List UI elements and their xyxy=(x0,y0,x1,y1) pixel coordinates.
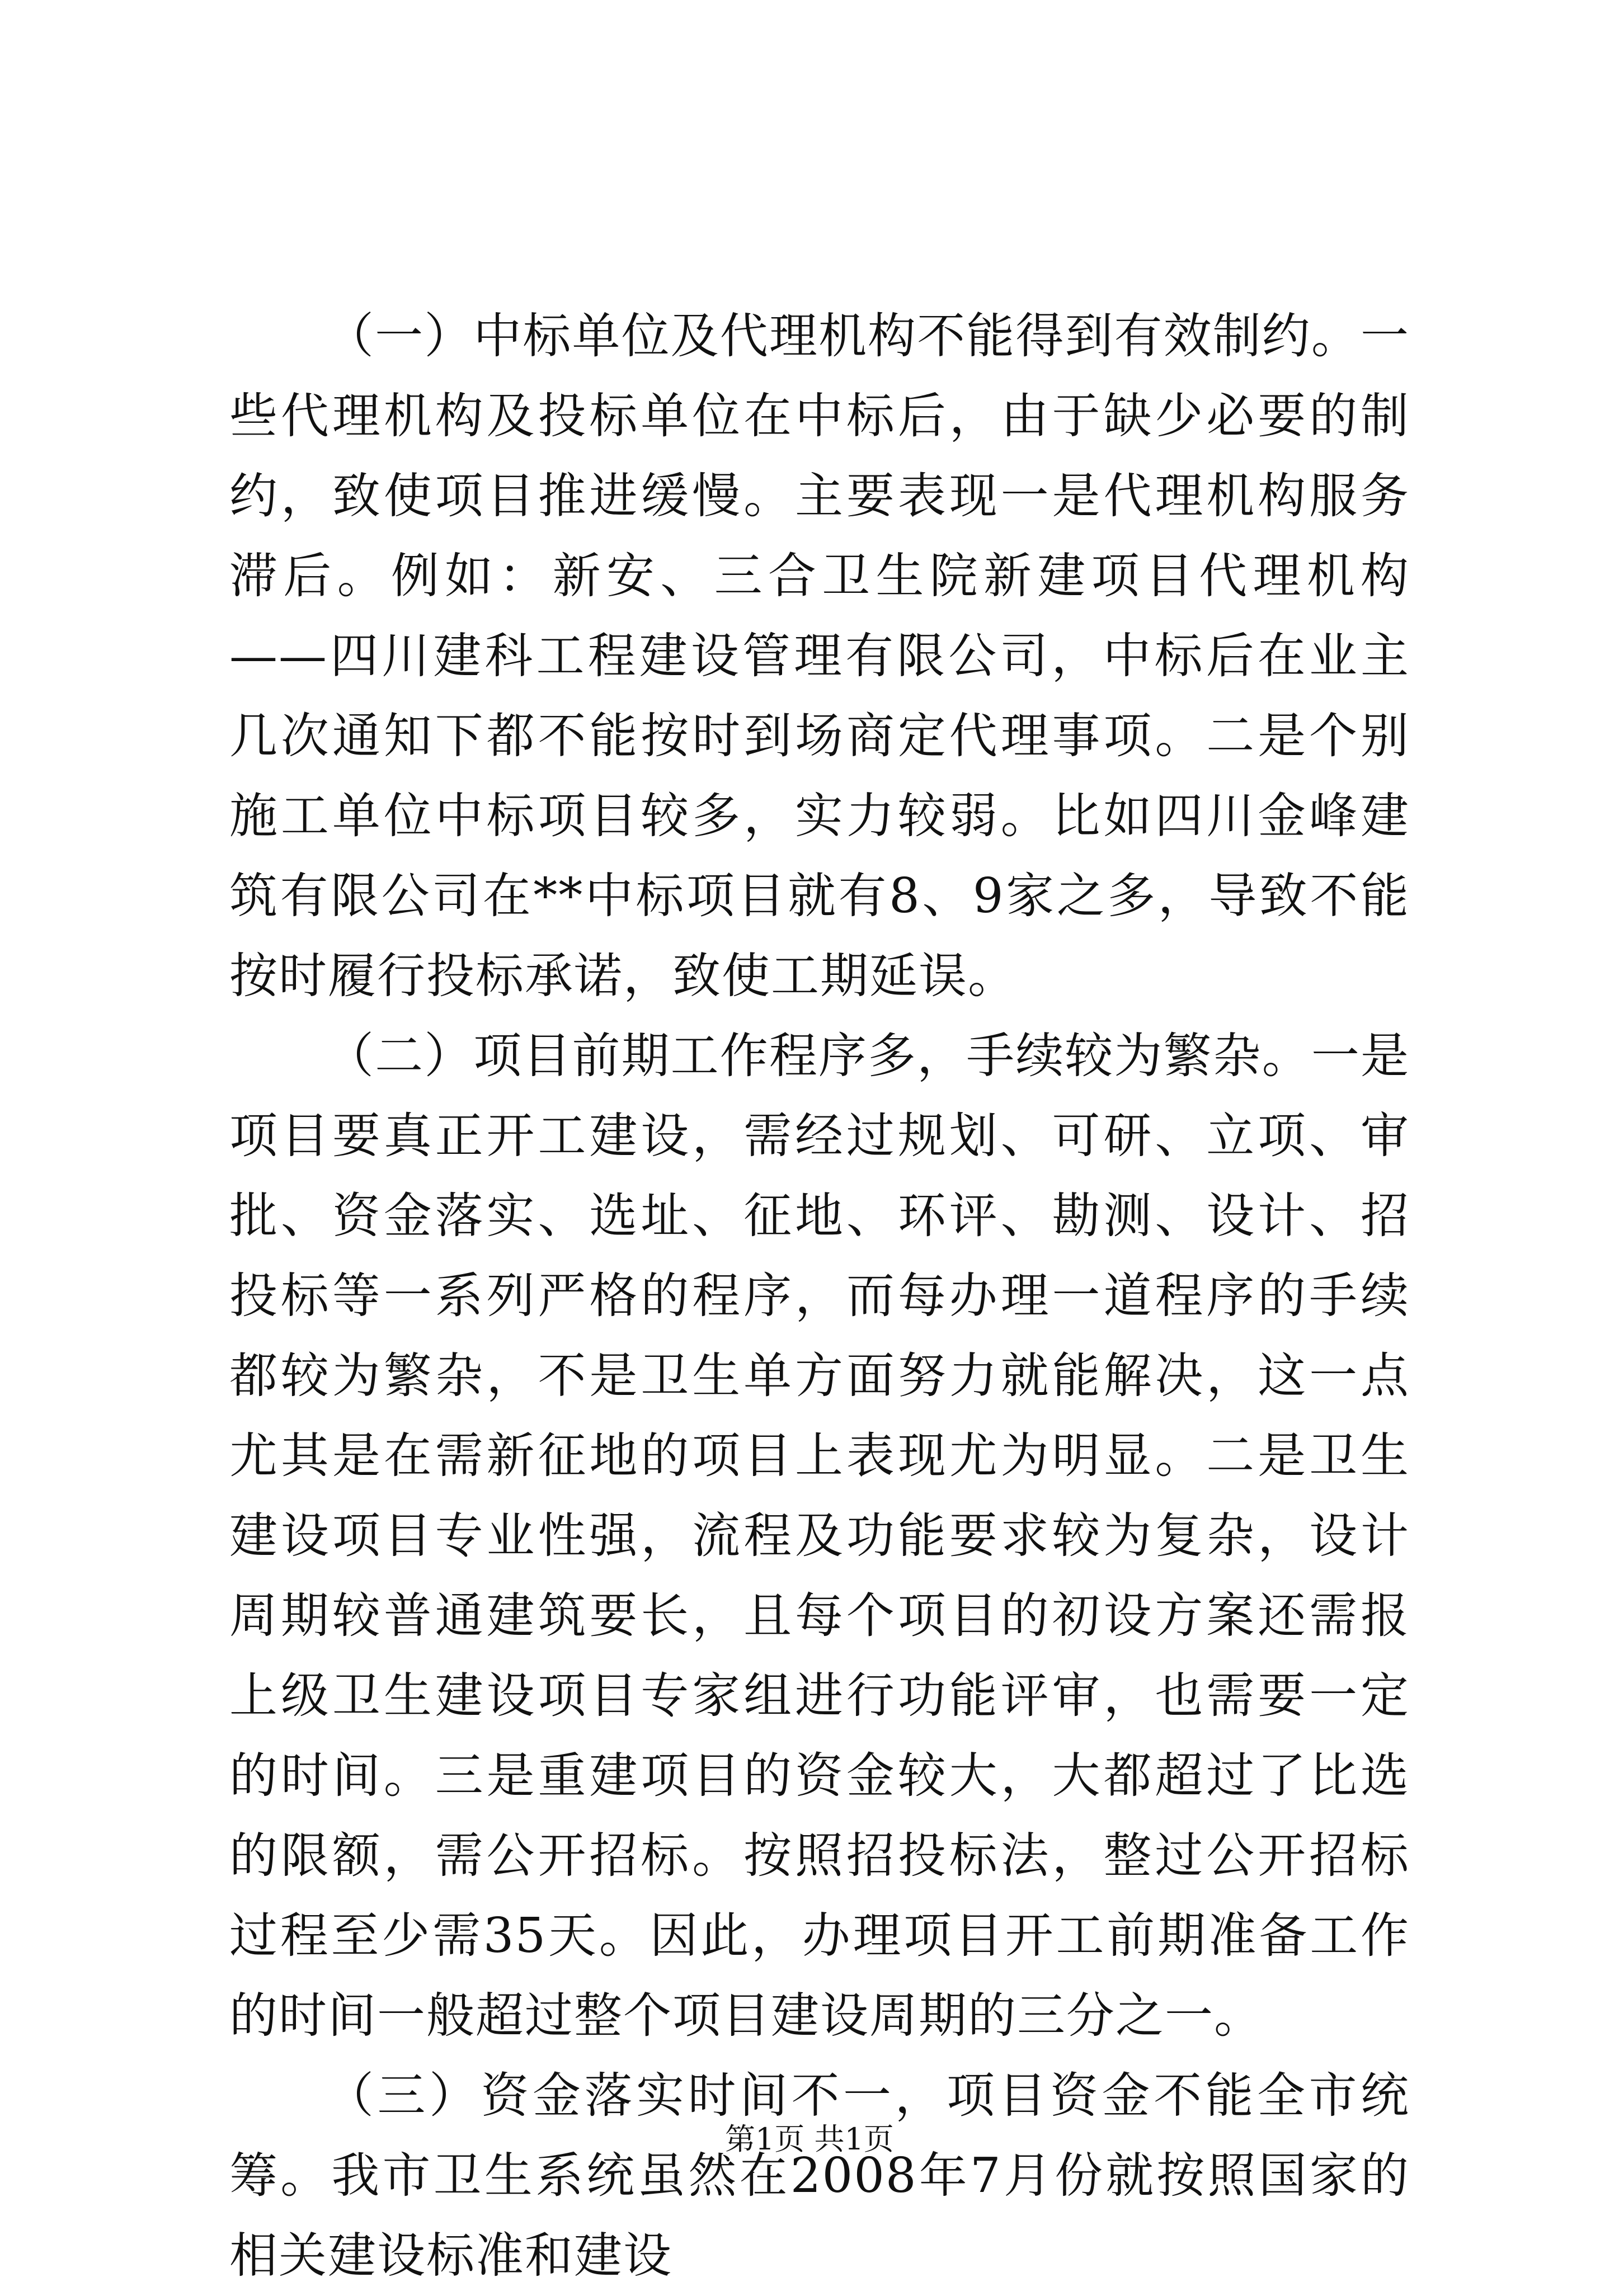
paragraph-2: （二）项目前期工作程序多，手续较为繁杂。一是项目要真正开工建设，需经过规划、可研、立项、审批、资金落实、选址、征地、环评、勘测、设计、招投标等一系列严格的程序，而每办理一道程序的手续都较为繁杂，不是卫生单方面努力就能解决，这一点尤其是在需新征地的项目上表现尤为明显。二是卫生建设项目专业性强，流程及功能要求较为复杂，设计周期较普通建筑要长，且每个项目的初设方案还需报上级卫生建设项目专家组进行功能评审，也需要一定的时间。三是重建项目的资金较大，大都超过了比选的限额，需公开招标。按照招投标法，整过公开招标过程至少需35天。因此，办理项目开工前期准备工作的时间一般超过整个项目建设周期的三分之一。 xyxy=(229,1028,1410,2044)
document-body xyxy=(229,296,1410,2296)
paragraph-1: （一）中标单位及代理机构不能得到有效制约。一些代理机构及投标单位在中标后，由于缺少必要的制约，致使项目推进缓慢。主要表现一是代理机构服务滞后。例如：新安、三合卫生院新建项目代理机构——四川建科工程建设管理有限公司，中标后在业主几次通知下都不能按时到场商定代理事项。二是个别施工单位中标项目较多，实力较弱。比如四川金峰建筑有限公司在**中标项目就有8、9家之多，导致不能按时履行投标承诺，致使工期延误。 xyxy=(229,308,1410,1004)
paragraph-3: （三）资金落实时间不一，项目资金不能全市统筹。我市卫生系统虽然在2008年7月份就按照国家的相关建设标准和建设 xyxy=(229,2068,1410,2284)
page-footer: 第1页 共1页 xyxy=(725,2121,894,2157)
